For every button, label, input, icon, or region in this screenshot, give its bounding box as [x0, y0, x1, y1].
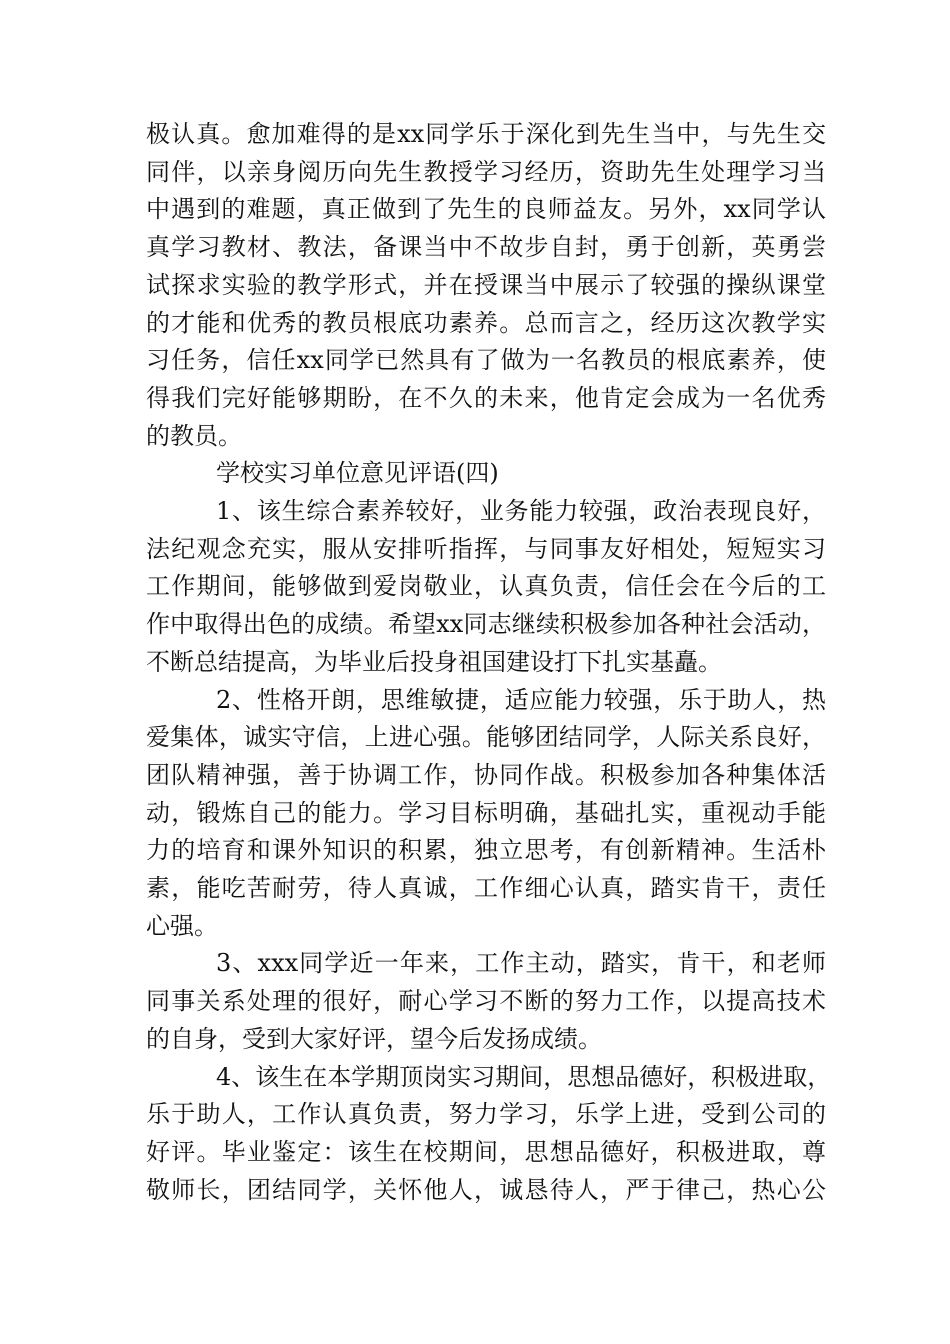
- text-line: 3、xxx同学近一年来，工作主动，踏实，肯干，和老师: [216, 949, 826, 978]
- section-heading: [146, 455, 826, 493]
- text-line: 动，锻炼自己的能力。学习目标明确，基础扎实，重视动手能: [146, 798, 826, 827]
- text-line: 2、性格开朗，思维敏捷，适应能力较强，乐于助人，热: [216, 685, 826, 714]
- text-line: 心强。: [146, 911, 218, 940]
- text-line: 敬师长，团结同学，关怀他人，诚恳待人，严于律己，热心公: [146, 1175, 826, 1204]
- paragraph-intro-continuation: [146, 116, 826, 455]
- text-line: 得我们完好能够期盼，在不久的未来，他肯定会成为一名优秀: [146, 383, 826, 412]
- text-line: 习任务，信任xx同学已然具有了做为一名教员的根底素养，使: [146, 346, 826, 375]
- paragraph-item-1: [146, 493, 826, 682]
- text-line: 同事关系处理的很好，耐心学习不断的努力工作，以提高技术: [146, 987, 826, 1016]
- text-line: 法纪观念充实，服从安排听指挥，与同事友好相处，短短实习: [146, 534, 826, 563]
- paragraph-item-4: [146, 1059, 832, 1210]
- text-line: 作中取得出色的成绩。希望xx同志继续积极参加各种社会活动，: [146, 610, 826, 639]
- text-line: 素，能吃苦耐劳，待人真诚，工作细心认真，踏实肯干，责任: [146, 874, 826, 903]
- text-line: 工作期间，能够做到爱岗敬业，认真负责，信任会在今后的工: [146, 572, 826, 601]
- text-line: 的教员。: [146, 421, 242, 450]
- paragraph-item-3: [146, 945, 826, 1058]
- text-line: 1、该生综合素养较好，业务能力较强，政治表现良好，: [216, 497, 826, 526]
- heading-text: 学校实习单位意见评语(四): [216, 459, 499, 488]
- text-line: 团队精神强，善于协调工作，协同作战。积极参加各种集体活: [146, 760, 826, 789]
- text-line: 4、该生在本学期顶岗实习期间，思想品德好，积极进取，: [216, 1062, 832, 1091]
- text-line: 中遇到的难题，真正做到了先生的良师益友。另外，xx同学认: [146, 195, 826, 224]
- paragraph-item-2: [146, 682, 826, 946]
- text-line: 试探求实验的教学形式，并在授课当中展示了较强的操纵课堂: [146, 270, 826, 299]
- text-line: 乐于助人，工作认真负责，努力学习，乐学上进，受到公司的: [146, 1100, 826, 1129]
- document-page: [146, 116, 832, 1209]
- text-line: 极认真。愈加难得的是xx同学乐于深化到先生当中，与先生交: [146, 120, 826, 148]
- text-line: 力的培育和课外知识的积累，独立思考，有创新精神。生活朴: [146, 836, 826, 865]
- text-line: 好评。毕业鉴定：该生在校期间，思想品德好，积极进取，尊: [146, 1137, 826, 1166]
- text-line: 爱集体，诚实守信，上进心强。能够团结同学，人际关系良好，: [146, 723, 826, 752]
- text-line: 的自身，受到大家好评，望今后发扬成绩。: [146, 1024, 602, 1053]
- text-line: 不断总结提高，为毕业后投身祖国建设打下扎实基矗。: [146, 647, 722, 676]
- text-line: 同伴，以亲身阅历向先生教授学习经历，资助先生处理学习当: [146, 157, 826, 186]
- text-line: 的才能和优秀的教员根底功素养。总而言之，经历这次教学实: [146, 308, 826, 337]
- text-line: 真学习教材、教法，备课当中不故步自封，勇于创新，英勇尝: [146, 233, 826, 262]
